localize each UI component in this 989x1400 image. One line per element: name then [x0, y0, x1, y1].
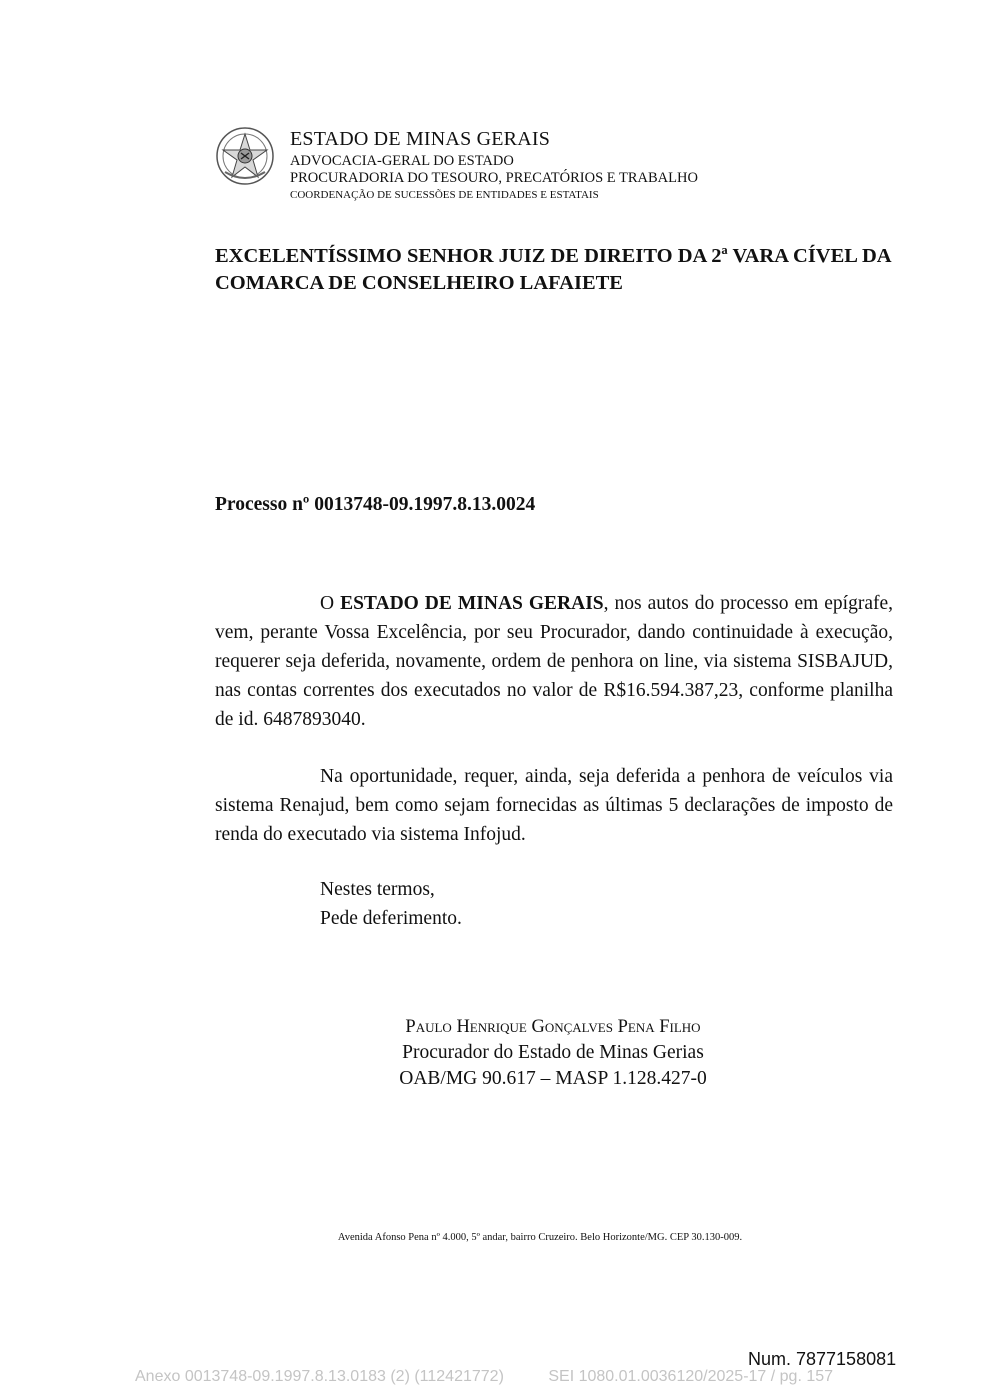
process-number: Processo nº 0013748-09.1997.8.13.0024: [215, 494, 536, 515]
paragraph-request-text: , nos autos do processo em epígrafe, vem, perante Vossa Excelência, por seu Procurador, dando continuidade à execução, requerer seja deferida, novamente, ordem de penhora on line, via sistema SISBAJUD, nas contas correntes dos executados no valor de R$16.594.387,23, conforme planilha de id. 6487893040.: [215, 593, 893, 730]
minas-gerais-seal-icon: [215, 126, 275, 186]
sei-reference: SEI 1080.01.0036120/2025-17 / pg. 157: [548, 1368, 834, 1385]
signatory-registration: OAB/MG 90.617 – MASP 1.128.427-0: [399, 1068, 707, 1089]
signature-block: [353, 1014, 753, 1092]
closing-line-2: Pede deferimento.: [320, 908, 462, 929]
footer-address: Avenida Afonso Pena nº 4.000, 5º andar, bairro Cruzeiro. Belo Horizonte/MG. CEP 30.130-009.: [337, 1232, 743, 1243]
annex-watermark: [135, 1368, 895, 1386]
letterhead-coordination: COORDENAÇÃO DE SUCESSÕES DE ENTIDADES E ESTATAIS: [290, 189, 599, 202]
signatory-title: Procurador do Estado de Minas Gerias: [402, 1042, 704, 1063]
letterhead-department: PROCURADORIA DO TESOURO, PRECATÓRIOS E TRABALHO: [290, 169, 698, 186]
closing-line-1: Nestes termos,: [320, 879, 435, 900]
document-number: Num. 7877158081: [748, 1349, 897, 1369]
addressee-heading: EXCELENTÍSSIMO SENHOR JUIZ DE DIREITO DA 2ª VARA CÍVEL DA COMARCA DE CONSELHEIRO LAFAIETE: [215, 245, 891, 294]
paragraph-prefix: O: [320, 593, 341, 614]
letterhead: [290, 128, 698, 202]
letterhead-agency: ADVOCACIA-GERAL DO ESTADO: [290, 153, 514, 169]
signatory-name: Paulo Henrique Gonçalves Pena Filho: [405, 1017, 701, 1037]
annex-reference: Anexo 0013748-09.1997.8.13.0183 (2) (112421772): [135, 1368, 504, 1385]
letterhead-state: ESTADO DE MINAS GERAIS: [290, 128, 551, 150]
closing: [320, 875, 462, 933]
paragraph-party-name: ESTADO DE MINAS GERAIS: [340, 593, 604, 614]
paragraph-additional-request: Na oportunidade, requer, ainda, seja deferida a penhora de veículos via sistema Renajud, bem como sejam fornecidas as últimas 5 declarações de imposto de renda do executado via sistema Infojud.: [215, 766, 893, 845]
paragraph-request: [215, 589, 893, 734]
